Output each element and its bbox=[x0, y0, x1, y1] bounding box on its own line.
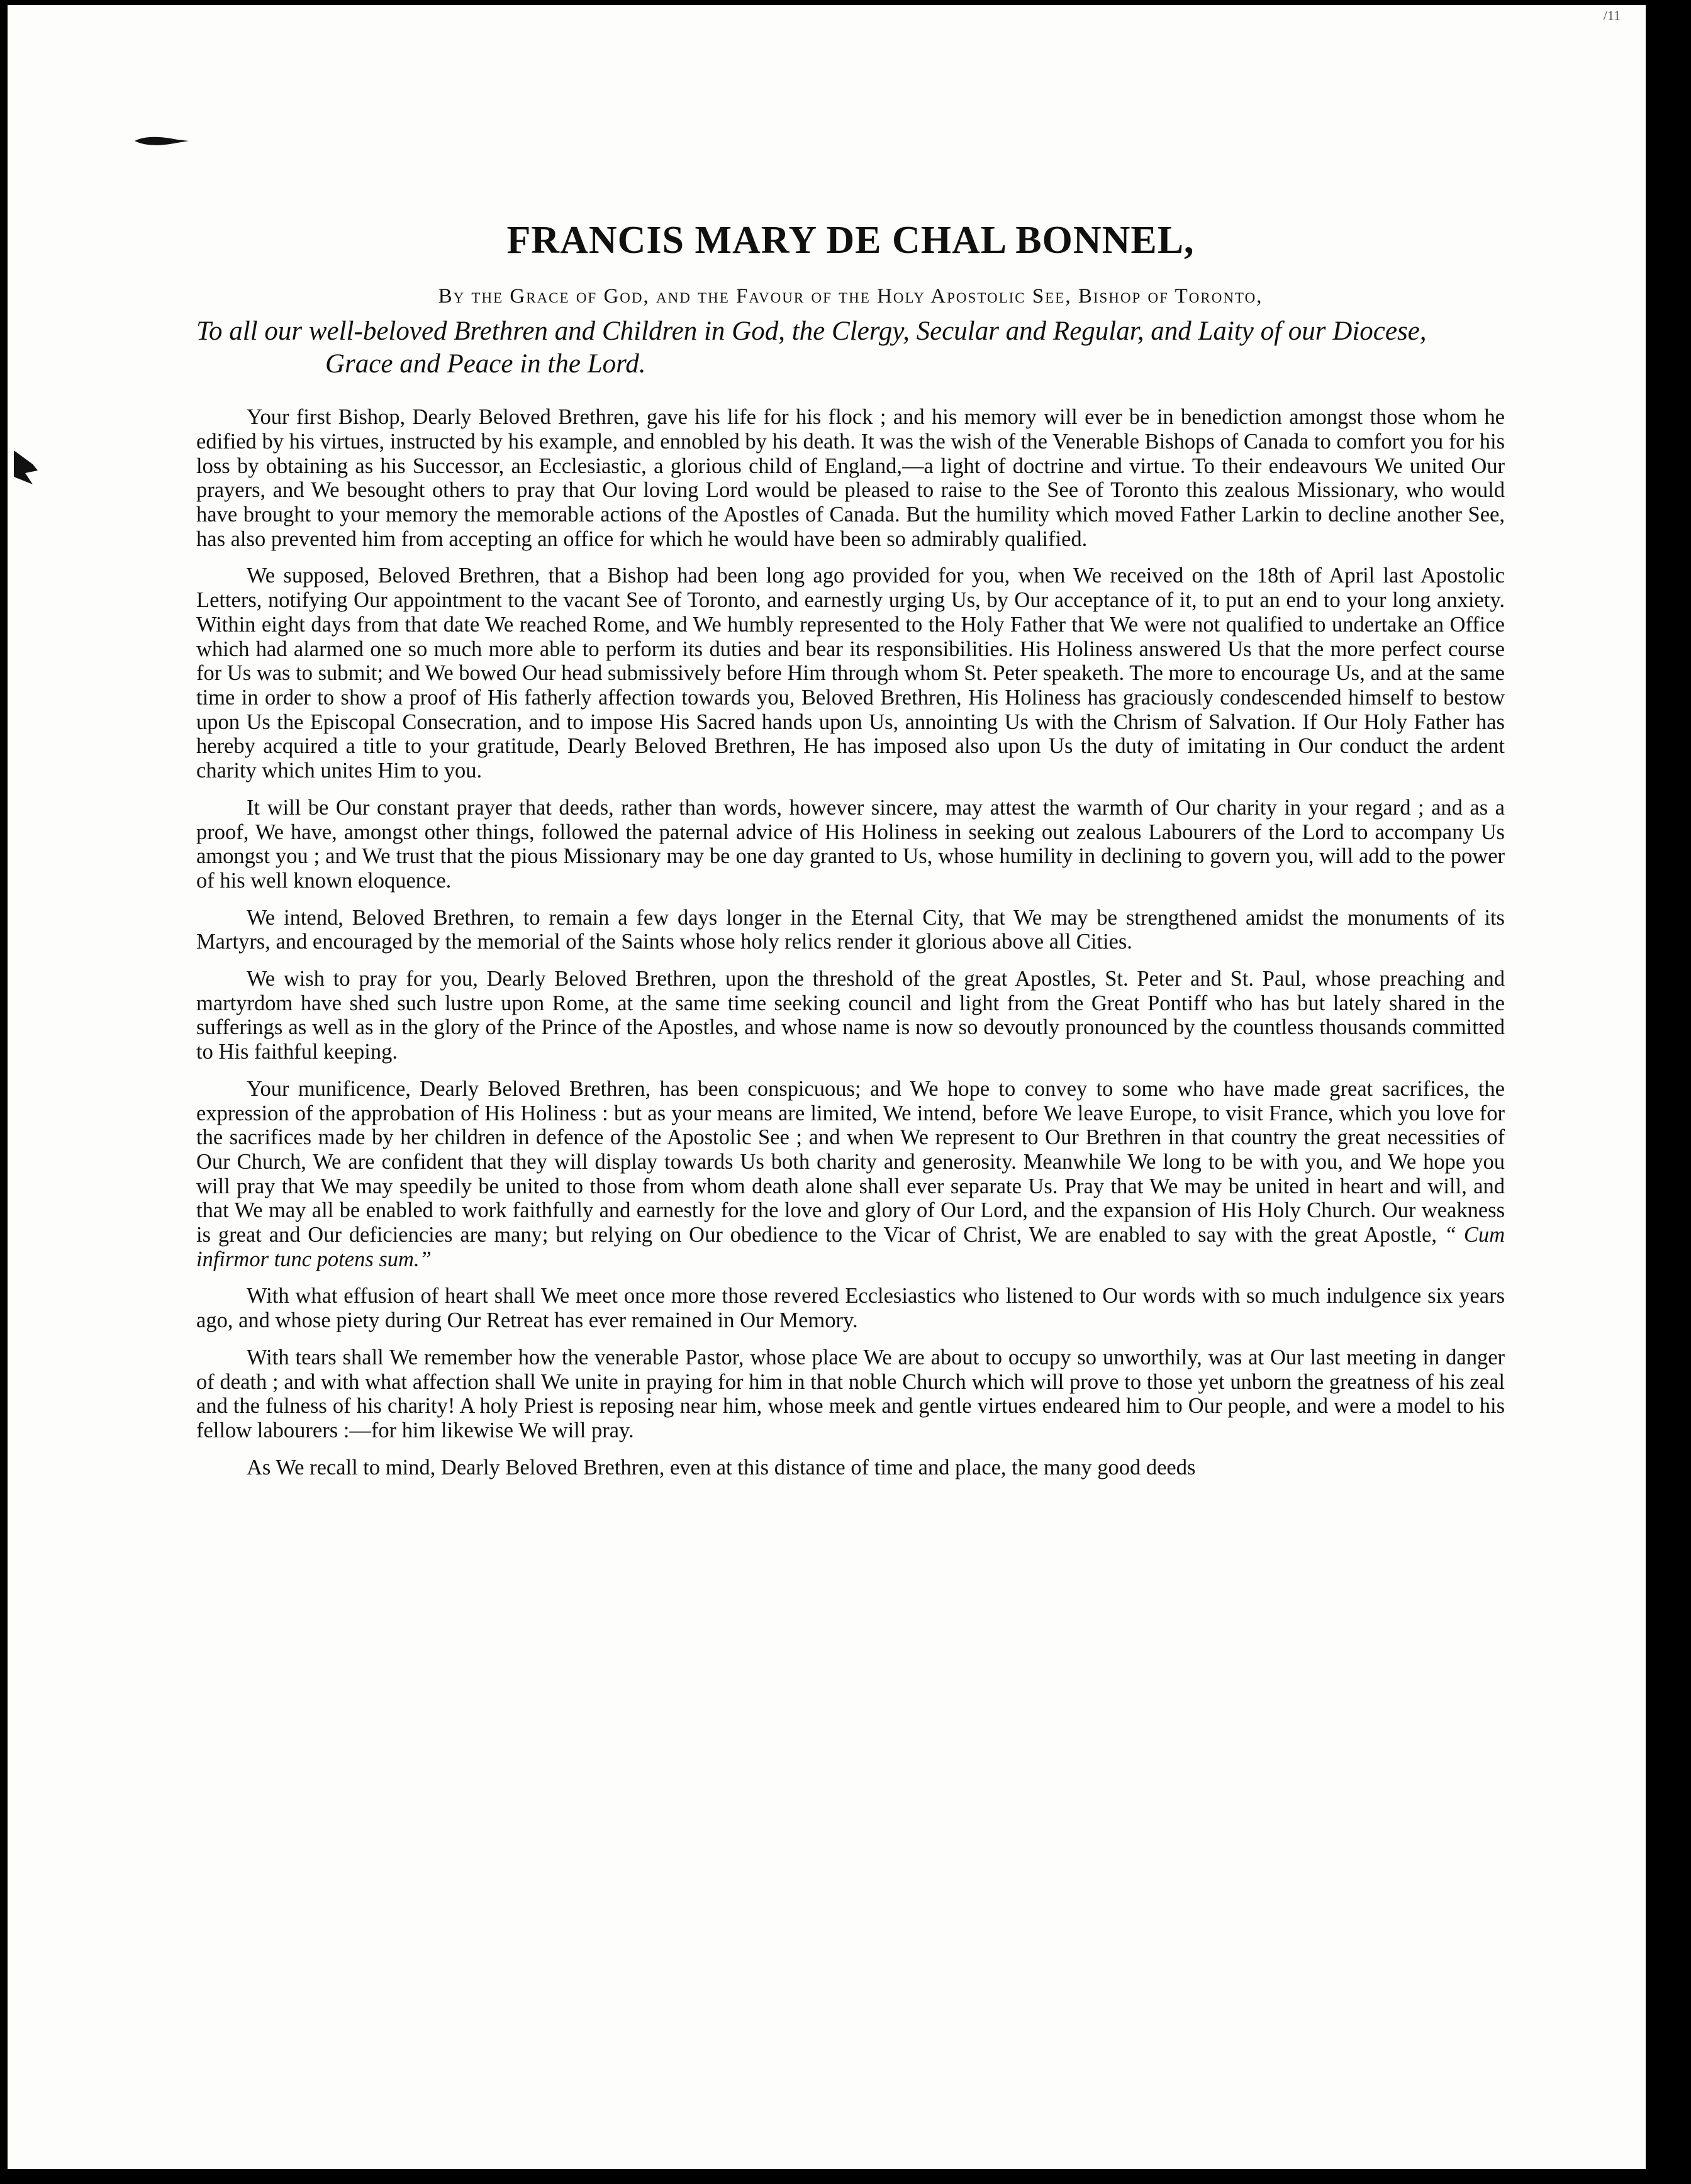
salutation bbox=[196, 315, 1505, 380]
paragraph: Your first Bishop, Dearly Beloved Brethren, gave his life for his flock ; and his memory will ever be in benediction amongst those whom he edified by his virtues, instructed by his example, and ennobled by his death. It was the wish of the Venerable Bishops of Canada to comfort you for his loss by obtaining as his Successor, an Ecclesiastic, a glorious child of England,—a light of doctrine and virtue. To their endeavours We united Our prayers, and We besought others to pray that Our loving Lord would be pleased to raise to the See of Toronto this zealous Missionary, who would have brought to your memory the memorable actions of the Apostles of Canada. But the humility which moved Father Larkin to decline another See, has also prevented him from accepting an office for which he would have been so admirably qualified. bbox=[196, 405, 1505, 551]
paragraph: With what effusion of heart shall We meet once more those revered Ecclesiastics who listened to Our words with so much indulgence six years ago, and whose piety during Our Retreat has ever remained in Our Memory. bbox=[196, 1284, 1505, 1333]
salutation-line-2: Grace and Peace in the Lord. bbox=[325, 348, 646, 379]
document-page bbox=[8, 5, 1646, 2169]
scan-blemish-icon bbox=[14, 445, 39, 489]
paragraph: We wish to pray for you, Dearly Beloved Brethren, upon the threshold of the great Apostles, St. Peter and St. Paul, whose preaching and martyrdom have shed such lustre upon Rome, at the same time seeking council and light from the Great Pontiff who has but lately shared in the sufferings as well as in the glory of the Prince of the Apostles, and whose name is now so devoutly pronounced by the countless thousands committed to His faithful keeping. bbox=[196, 967, 1505, 1064]
paragraph: It will be Our constant prayer that deeds, rather than words, however sincere, may attest the warmth of Our charity in your regard ; and as a proof, We have, amongst other things, followed the paternal advice of His Holiness in seeking out zealous Labourers of the Lord to accompany Us amongst you ; and We trust that the pious Missionary may be one day granted to Us, whose humility in declining to govern you, will add to the power of his well known eloquence. bbox=[196, 795, 1505, 893]
paragraph: We intend, Beloved Brethren, to remain a few days longer in the Eternal City, that We may be strengthened amidst the monuments of its Martyrs, and encouraged by the memorial of the Saints whose holy relics render it glorious above all Cities. bbox=[196, 905, 1505, 954]
salutation-line-1: To all our well-beloved Brethren and Children in God, the Clergy, Secular and Regular, and Laity of our Diocese, bbox=[196, 316, 1427, 347]
latin-quote: “ Cum infirmor tunc potens sum.” bbox=[196, 1223, 1505, 1271]
page-corner-mark: /11 bbox=[1603, 8, 1621, 23]
byline: By the Grace of God, and the Favour of the Holy Apostolic See, Bishop of Toronto, bbox=[438, 285, 1263, 308]
proclamation-content bbox=[196, 219, 1505, 1492]
paragraph: As We recall to mind, Dearly Beloved Brethren, even at this distance of time and place, the many good deeds bbox=[247, 1455, 1196, 1479]
paragraph-text: Your munificence, Dearly Beloved Brethren, has been conspicuous; and We hope to convey to some who have made great sacrifices, the expression of the approbation of His Holiness : but as your means are limited, We intend, before We leave Europe, to visit France, which you love for the sacrifices made by her children in defence of the Apostolic See ; and when We represent to Our Brethren in that country the great necessities of Our Church, We are confident that they will display towards Us both charity and generosity. Meanwhile We long to be with you, and We hope you will pray that We may speedily be united to those from whom death alone shall ever separate Us. Pray that We may be united in heart and will, and that We may all be enabled to work faithfully and earnestly for the love and glory of Our Lord, and the expansion of His Holy Church. Our weakness is great and Our deficiencies are many; but relying on Our obedience to the Vicar of Christ, We are enabled to say with the great Apostle, bbox=[196, 1076, 1505, 1247]
paragraph-with-quote bbox=[196, 1077, 1505, 1272]
paragraph: We supposed, Beloved Brethren, that a Bishop had been long ago provided for you, when We received on the 18th of April last Apostolic Letters, notifying Our appointment to the vacant See of Toronto, and earnestly urging Us, by Our acceptance of it, to put an end to your long anxiety. Within eight days from that date We reached Rome, and We humbly represented to the Holy Father that We were not qualified to undertake an Office which had alarmed one so much more able to perform its duties and bear its responsibilities. His Holiness answered Us that the more perfect course for Us was to submit; and We bowed Our head submissively before Him through whom St. Peter speaketh. The more to encourage Us, and at the same time in order to show a proof of His fatherly affection towards you, Beloved Brethren, His Holiness has graciously condescended himself to bestow upon Us the Episcopal Consecration, and to impose His Sacred hands upon Us, annointing Us with the Chrism of Salvation. If Our Holy Father has hereby acquired a title to your gratitude, Dearly Beloved Brethren, He has imposed also upon Us the duty of imitating in Our conduct the ardent charity which unites Him to you. bbox=[196, 564, 1505, 783]
ink-mark-icon bbox=[133, 134, 190, 148]
page-title: FRANCIS MARY DE CHAL BONNEL, bbox=[506, 219, 1195, 262]
paragraph: With tears shall We remember how the venerable Pastor, whose place We are about to occupy so unworthily, was at Our last meeting in danger of death ; and with what affection shall We unite in praying for him in that noble Church which will prove to those yet unborn the greatness of his zeal and the fulness of his charity! A holy Priest is reposing near him, whose meek and gentle virtues endeared him to Our people, and were a model to his fellow labourers :—for him likewise We will pray. bbox=[196, 1345, 1505, 1442]
